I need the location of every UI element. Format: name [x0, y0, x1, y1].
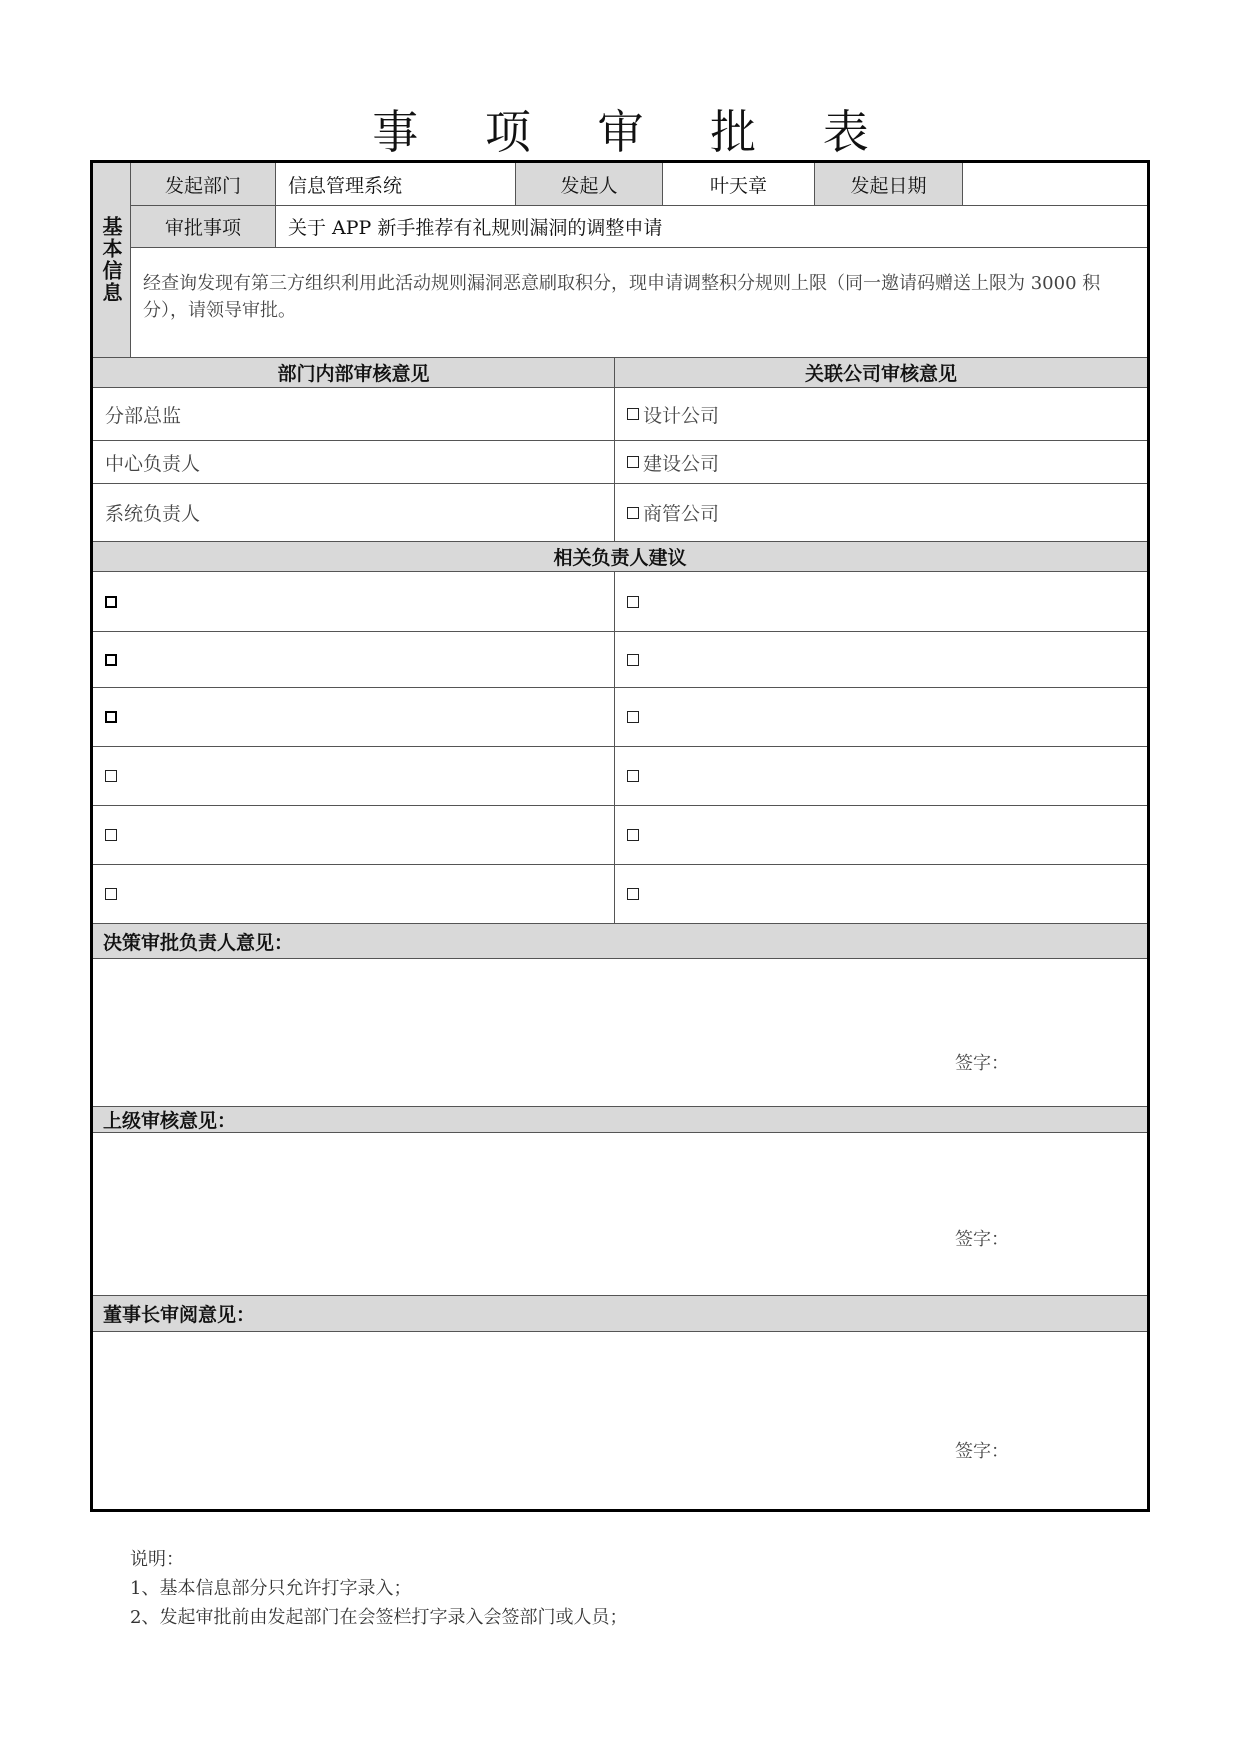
approval-form-table [90, 160, 1150, 1512]
checkbox-icon[interactable] [105, 654, 117, 666]
decision-sign-label: 签字： [955, 1053, 1009, 1074]
checkbox-icon[interactable] [105, 770, 117, 782]
suggestion-cell[interactable] [93, 631, 614, 687]
date-value[interactable] [962, 163, 1147, 205]
affiliate-row-design-company[interactable]: 设计公司 [614, 387, 1147, 440]
superior-comment-area[interactable] [93, 1132, 1147, 1295]
checkbox-icon[interactable] [627, 456, 639, 468]
checkbox-icon[interactable] [627, 888, 639, 900]
decision-comment-area[interactable] [93, 958, 1147, 1106]
superior-header: 上级审核意见： [93, 1106, 1147, 1132]
checkbox-icon[interactable] [627, 596, 639, 608]
internal-row-branch-director[interactable]: 分部总监 [93, 387, 614, 440]
affiliate-review-header: 关联公司审核意见 [614, 357, 1147, 387]
suggestions-header: 相关负责人建议 [93, 541, 1147, 571]
suggestion-cell[interactable] [614, 746, 1147, 805]
date-label: 发起日期 [814, 163, 962, 205]
checkbox-icon[interactable] [105, 711, 117, 723]
chairman-header: 董事长审阅意见： [93, 1295, 1147, 1331]
item-value[interactable]: 关于 APP 新手推荐有礼规则漏洞的调整申请 [275, 205, 1147, 247]
internal-row-center-head[interactable]: 中心负责人 [93, 440, 614, 483]
notes-section [130, 1545, 627, 1632]
checkbox-icon[interactable] [627, 408, 639, 420]
suggestion-cell[interactable] [614, 571, 1147, 631]
checkbox-icon[interactable] [627, 654, 639, 666]
internal-row-system-head[interactable]: 系统负责人 [93, 483, 614, 541]
initiator-value[interactable]: 叶天章 [662, 163, 814, 205]
dept-value[interactable]: 信息管理系统 [275, 163, 515, 205]
checkbox-icon[interactable] [627, 711, 639, 723]
suggestion-cell[interactable] [614, 631, 1147, 687]
decision-header: 决策审批负责人意见： [93, 923, 1147, 958]
checkbox-icon[interactable] [627, 829, 639, 841]
checkbox-icon[interactable] [105, 829, 117, 841]
suggestion-cell[interactable] [93, 687, 614, 746]
suggestion-cell[interactable] [614, 805, 1147, 864]
initiator-label: 发起人 [515, 163, 662, 205]
checkbox-icon[interactable] [105, 596, 117, 608]
internal-review-header: 部门内部审核意见 [93, 357, 614, 387]
suggestion-cell[interactable] [93, 864, 614, 923]
dept-label: 发起部门 [130, 163, 275, 205]
chairman-comment-area[interactable] [93, 1331, 1147, 1509]
note-item: 1、基本信息部分只允许打字录入； [130, 1578, 412, 1599]
suggestion-cell[interactable] [93, 746, 614, 805]
description-text[interactable]: 经查询发现有第三方组织利用此活动规则漏洞恶意刷取积分，现申请调整积分规则上限（同一邀请码赠送上限为 3000 积分），请领导审批。 [130, 247, 1147, 357]
checkbox-icon[interactable] [627, 770, 639, 782]
affiliate-row-commercial-company[interactable]: 商管公司 [614, 483, 1147, 541]
suggestion-cell[interactable] [614, 864, 1147, 923]
suggestion-cell[interactable] [614, 687, 1147, 746]
basic-info-section-label: 基本信息 [93, 163, 130, 357]
form-title: 事 项 审 批 表 [372, 105, 895, 159]
superior-sign-label: 签字： [955, 1229, 1009, 1250]
chairman-sign-label: 签字： [955, 1441, 1009, 1462]
checkbox-icon[interactable] [105, 888, 117, 900]
suggestion-cell[interactable] [93, 805, 614, 864]
checkbox-icon[interactable] [627, 507, 639, 519]
note-item: 2、发起审批前由发起部门在会签栏打字录入会签部门或人员； [130, 1607, 628, 1628]
item-label: 审批事项 [130, 205, 275, 247]
suggestion-cell[interactable] [93, 571, 614, 631]
affiliate-row-construction-company[interactable]: 建设公司 [614, 440, 1147, 483]
notes-heading: 说明： [130, 1549, 184, 1570]
